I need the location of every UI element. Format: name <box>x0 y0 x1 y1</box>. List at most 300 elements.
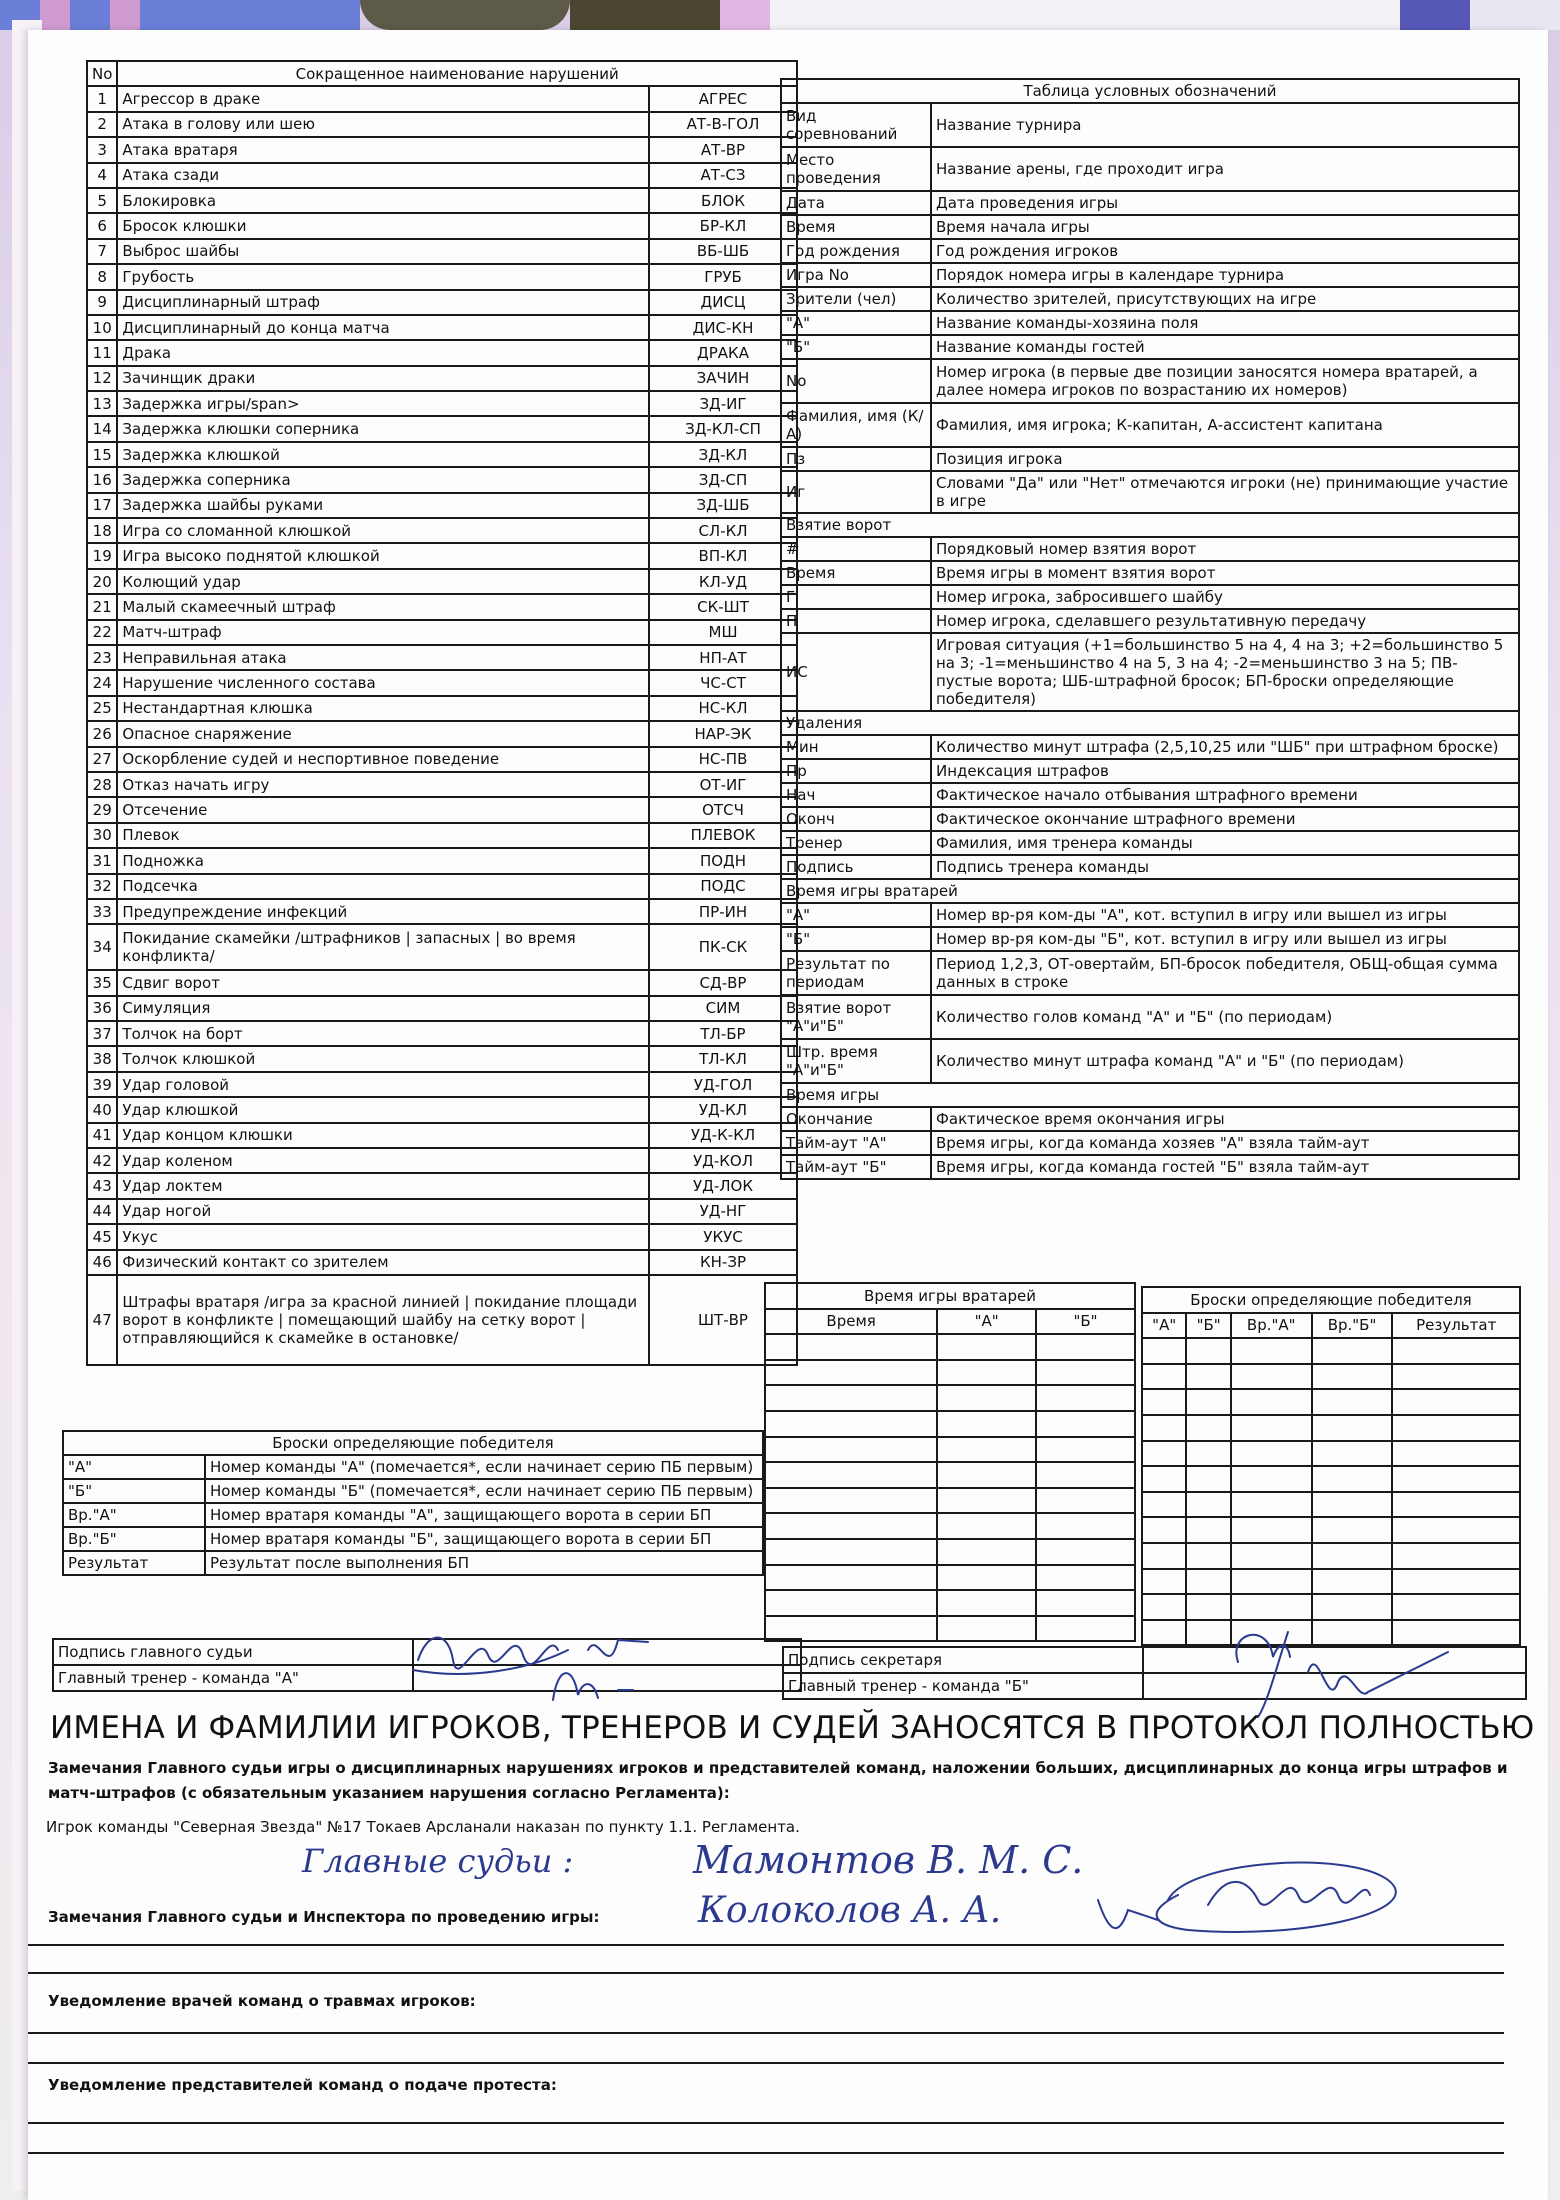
violation-number: 26 <box>87 721 117 746</box>
violation-number: 13 <box>87 391 117 416</box>
shootout-row <box>1142 1389 1520 1415</box>
shootout-cell[interactable] <box>1142 1441 1186 1467</box>
legend-title: Таблица условных обозначений <box>781 79 1519 103</box>
legend-key: Пз <box>781 447 931 471</box>
shootout-cell[interactable] <box>1231 1569 1312 1595</box>
shootout-cell[interactable] <box>1142 1389 1186 1415</box>
violation-number: 10 <box>87 315 117 340</box>
violation-number: 17 <box>87 493 117 518</box>
legend-value: Количество минут штрафа команд "А" и "Б" (по периодам) <box>931 1039 1519 1083</box>
shootout-cell[interactable] <box>1142 1569 1186 1595</box>
violation-name: Отказ начать игру <box>117 772 649 797</box>
legend-row <box>781 263 1519 287</box>
violation-number: 2 <box>87 112 117 137</box>
shootout-cell[interactable] <box>1312 1517 1393 1543</box>
violation-row <box>87 163 797 188</box>
shootout-row <box>1142 1543 1520 1569</box>
shootout-cell[interactable] <box>1231 1338 1312 1364</box>
legend-row <box>781 447 1519 471</box>
legend-key: Место проведения <box>781 147 931 191</box>
goalie-time-cell[interactable] <box>1036 1488 1135 1514</box>
shootout-cell[interactable] <box>1142 1620 1186 1646</box>
violation-row <box>87 366 797 391</box>
violation-name: Дисциплинарный до конца матча <box>117 315 649 340</box>
violation-number: 44 <box>87 1199 117 1224</box>
goalie-time-cell[interactable] <box>765 1437 937 1463</box>
violation-name: Предупреждение инфекций <box>117 899 649 924</box>
violation-code: СИМ <box>649 996 797 1021</box>
violation-number: 29 <box>87 797 117 822</box>
shootout-cell[interactable] <box>1186 1338 1230 1364</box>
violation-number: 38 <box>87 1046 117 1071</box>
legend-key: Подпись <box>781 855 931 879</box>
shootout-legend-value: Номер команды "А" (помечается*, если начинает серию ПБ первым) <box>205 1455 763 1479</box>
violation-row <box>87 645 797 670</box>
shootout-cell[interactable] <box>1231 1492 1312 1518</box>
violation-row <box>87 1148 797 1173</box>
legend-value: Фамилия, имя игрока; К-капитан, А-ассистент капитана <box>931 403 1519 447</box>
goalie-time-cell[interactable] <box>1036 1539 1135 1565</box>
violation-name: Задержка шайбы руками <box>117 493 649 518</box>
shootout-cell[interactable] <box>1142 1492 1186 1518</box>
legend-value: Количество голов команд "А" и "Б" (по периодам) <box>931 995 1519 1039</box>
goalie-time-cell[interactable] <box>937 1437 1036 1463</box>
violation-code: ПР-ИН <box>649 899 797 924</box>
violation-name: Укус <box>117 1224 649 1249</box>
violation-code: ДИСЦ <box>649 290 797 315</box>
goalie-time-cell[interactable] <box>765 1411 937 1437</box>
handwritten-referees-label: Главные судьи : <box>302 1842 574 1880</box>
col-header-name: Сокращенное наименование нарушений <box>117 61 797 86</box>
legend-value: Индексация штрафов <box>931 759 1519 783</box>
shootout-cell[interactable] <box>1312 1415 1393 1441</box>
shootout-cell[interactable] <box>1186 1415 1230 1441</box>
goalie-time-cell[interactable] <box>937 1360 1036 1386</box>
goalie-time-title: Время игры вратарей <box>765 1283 1135 1309</box>
goalie-time-row <box>765 1616 1135 1642</box>
violation-code: ЗД-КЛ-СП <box>649 416 797 441</box>
legend-section-row <box>781 1083 1519 1107</box>
violation-code: ЗД-ШБ <box>649 493 797 518</box>
violation-code: КН-ЗР <box>649 1250 797 1275</box>
violation-name: Задержка клюшки соперника <box>117 416 649 441</box>
legend-row <box>781 287 1519 311</box>
violation-row <box>87 391 797 416</box>
injuries-line-1[interactable] <box>28 2032 1504 2034</box>
shootout-cell[interactable] <box>1186 1441 1230 1467</box>
legend-row <box>781 471 1519 513</box>
legend-row <box>781 951 1519 995</box>
violation-row <box>87 721 797 746</box>
goalie-time-cell[interactable] <box>765 1385 937 1411</box>
referees-signature <box>1148 1850 1448 1950</box>
violation-number: 3 <box>87 137 117 162</box>
shootout-cell[interactable] <box>1142 1364 1186 1390</box>
goalie-time-table <box>764 1282 1136 1642</box>
violation-code: УД-ГОЛ <box>649 1072 797 1097</box>
legend-value: Позиция игрока <box>931 447 1519 471</box>
violation-row <box>87 670 797 695</box>
shootout-cell[interactable] <box>1186 1364 1230 1390</box>
shootout-row <box>1142 1466 1520 1492</box>
violation-number: 8 <box>87 264 117 289</box>
violation-row <box>87 543 797 568</box>
violation-row <box>87 442 797 467</box>
legend-section-title: Время игры <box>781 1083 1519 1107</box>
violation-code: ВБ-ШБ <box>649 239 797 264</box>
violation-number: 4 <box>87 163 117 188</box>
handwritten-referee-name-2: Колоколов А. А. <box>698 1890 1002 1931</box>
shootout-cell[interactable] <box>1392 1569 1520 1595</box>
goalie-time-cell[interactable] <box>1036 1437 1135 1463</box>
violation-code: КЛ-УД <box>649 569 797 594</box>
violation-number: 34 <box>87 924 117 970</box>
goalie-time-cell[interactable] <box>937 1488 1036 1514</box>
legend-row <box>781 215 1519 239</box>
goalie-time-cell[interactable] <box>937 1334 1036 1360</box>
violation-code: УД-ЛОК <box>649 1173 797 1198</box>
goalie-time-cell[interactable] <box>937 1539 1036 1565</box>
col-header-no: No <box>87 61 117 86</box>
legend-value: Номер вр-ря ком-ды "Б", кот. вступил в игру или вышел из игры <box>931 927 1519 951</box>
violation-code: СД-ВР <box>649 970 797 995</box>
protest-line-1[interactable] <box>28 2122 1504 2124</box>
shootout-cell[interactable] <box>1142 1543 1186 1569</box>
violation-row <box>87 899 797 924</box>
legend-value: Порядок номера игры в календаре турнира <box>931 263 1519 287</box>
violation-name: Задержка соперника <box>117 467 649 492</box>
shootout-cell[interactable] <box>1186 1620 1230 1646</box>
violation-name: Задержка клюшкой <box>117 442 649 467</box>
shootout-cell[interactable] <box>1231 1594 1312 1620</box>
goalie-time-cell[interactable] <box>1036 1462 1135 1488</box>
legend-key: Взятие ворот "А"и"Б" <box>781 995 931 1039</box>
shootout-cell[interactable] <box>1142 1338 1186 1364</box>
shootout-cell[interactable] <box>1312 1569 1393 1595</box>
shootout-legend-row <box>63 1551 763 1575</box>
shootout-legend-value: Номер вратаря команды "Б", защищающего ворота в серии БП <box>205 1527 763 1551</box>
goalie-time-cell[interactable] <box>1036 1385 1135 1411</box>
violation-row <box>87 970 797 995</box>
legend-key: ИС <box>781 633 931 711</box>
legend-row <box>781 191 1519 215</box>
shootout-cell[interactable] <box>1312 1338 1393 1364</box>
shootout-cell[interactable] <box>1392 1441 1520 1467</box>
legend-section-title: Взятие ворот <box>781 513 1519 537</box>
shootout-cell[interactable] <box>1142 1594 1186 1620</box>
violation-number: 36 <box>87 996 117 1021</box>
shootout-cell[interactable] <box>1392 1594 1520 1620</box>
legend-value: Год рождения игроков <box>931 239 1519 263</box>
protest-line-2[interactable] <box>28 2152 1504 2154</box>
violation-name: Нарушение численного состава <box>117 670 649 695</box>
shootout-cell[interactable] <box>1312 1441 1393 1467</box>
shootout-cell[interactable] <box>1392 1364 1520 1390</box>
violation-number: 12 <box>87 366 117 391</box>
violation-number: 32 <box>87 874 117 899</box>
shootout-cell[interactable] <box>1312 1466 1393 1492</box>
violation-name: Опасное снаряжение <box>117 721 649 746</box>
shootout-legend-key: Вр."А" <box>63 1503 205 1527</box>
legend-row <box>781 807 1519 831</box>
violation-name: Штрафы вратаря /игра за красной линией | покидание площади ворот в конфликте | помещающий шайбу на сетку ворот |отправляющийся к скамейке в остановке/ <box>117 1275 649 1365</box>
goalie-time-cell[interactable] <box>1036 1334 1135 1360</box>
violation-code: БР-КЛ <box>649 213 797 238</box>
violation-number: 46 <box>87 1250 117 1275</box>
violation-row <box>87 239 797 264</box>
violation-code: УД-КОЛ <box>649 1148 797 1173</box>
shootout-legend-key: "Б" <box>63 1479 205 1503</box>
shootout-cell[interactable] <box>1231 1389 1312 1415</box>
violation-name: Блокировка <box>117 188 649 213</box>
goalie-time-cell[interactable] <box>765 1590 937 1616</box>
goalie-time-cell[interactable] <box>765 1488 937 1514</box>
violation-code: ДРАКА <box>649 340 797 365</box>
violation-row <box>87 86 797 111</box>
shootout-table <box>1141 1286 1521 1646</box>
legend-row <box>781 609 1519 633</box>
violation-row <box>87 1224 797 1249</box>
shootout-col-header: "Б" <box>1186 1313 1230 1339</box>
violation-number: 28 <box>87 772 117 797</box>
shootout-legend-table <box>62 1430 764 1576</box>
shootout-cell[interactable] <box>1231 1441 1312 1467</box>
violation-name: Неправильная атака <box>117 645 649 670</box>
disciplinary-remarks-text[interactable]: Игрок команды "Северная Звезда" №17 Токаев Арсланали наказан по пункту 1.1. Регламента. <box>46 1818 800 1836</box>
violation-code: НАР-ЭК <box>649 721 797 746</box>
shootout-cell[interactable] <box>1231 1466 1312 1492</box>
legend-section-title: Время игры вратарей <box>781 879 1519 903</box>
violation-number: 15 <box>87 442 117 467</box>
violation-row <box>87 747 797 772</box>
shootout-cell[interactable] <box>1186 1466 1230 1492</box>
goalie-time-cell[interactable] <box>765 1565 937 1591</box>
violation-code: ЗД-ИГ <box>649 391 797 416</box>
violation-row <box>87 112 797 137</box>
violation-number: 47 <box>87 1275 117 1365</box>
violation-code: УКУС <box>649 1224 797 1249</box>
goalie-time-cell[interactable] <box>1036 1565 1135 1591</box>
legend-value: Порядковый номер взятия ворот <box>931 537 1519 561</box>
shootout-legend-row <box>63 1527 763 1551</box>
injuries-title: Уведомление врачей команд о травмах игроков: <box>48 1992 476 2010</box>
shootout-cell[interactable] <box>1142 1466 1186 1492</box>
legend-value: Название команды гостей <box>931 335 1519 359</box>
violation-number: 45 <box>87 1224 117 1249</box>
violation-number: 22 <box>87 620 117 645</box>
legend-key: Тайм-аут "А" <box>781 1131 931 1155</box>
goalie-time-cell[interactable] <box>765 1334 937 1360</box>
violation-code: ОТСЧ <box>649 797 797 822</box>
shootout-legend-key: "А" <box>63 1455 205 1479</box>
legend-row <box>781 759 1519 783</box>
shootout-row <box>1142 1338 1520 1364</box>
shootout-row <box>1142 1441 1520 1467</box>
shootout-cell[interactable] <box>1186 1543 1230 1569</box>
goalie-time-row <box>765 1539 1135 1565</box>
violation-row <box>87 1021 797 1046</box>
goalie-time-cell[interactable] <box>937 1565 1036 1591</box>
violation-number: 39 <box>87 1072 117 1097</box>
violation-code: ШТ-ВР <box>649 1275 797 1365</box>
coach-a-signature-label: Главный тренер - команда "А" <box>53 1665 413 1691</box>
legend-value: Номер игрока, сделавшего результативную передачу <box>931 609 1519 633</box>
goalie-time-row <box>765 1565 1135 1591</box>
violation-name: Грубость <box>117 264 649 289</box>
shootout-cell[interactable] <box>1186 1594 1230 1620</box>
violation-name: Нестандартная клюшка <box>117 696 649 721</box>
legend-row <box>781 735 1519 759</box>
shootout-row <box>1142 1415 1520 1441</box>
shootout-cell[interactable] <box>1186 1517 1230 1543</box>
shootout-cell[interactable] <box>1312 1364 1393 1390</box>
legend-value: Игровая ситуация (+1=большинство 5 на 4, 4 на 3; +2=большинство 5 на 3; -1=меньшинство 4 на 5, 3 на 4; -2=меньшинство 3 на 5; ПВ- пустые ворота; ШБ-штрафной бросок; БП-броски определяющие победителя) <box>931 633 1519 711</box>
violation-row <box>87 290 797 315</box>
shootout-cell[interactable] <box>1186 1492 1230 1518</box>
shootout-legend-value: Номер вратаря команды "А", защищающего ворота в серии БП <box>205 1503 763 1527</box>
shootout-cell[interactable] <box>1312 1492 1393 1518</box>
violation-row <box>87 924 797 970</box>
shootout-cell[interactable] <box>1142 1517 1186 1543</box>
violation-number: 27 <box>87 747 117 772</box>
violation-number: 41 <box>87 1123 117 1148</box>
violation-code: ГРУБ <box>649 264 797 289</box>
legend-row <box>781 585 1519 609</box>
background-photo-edge <box>0 0 1560 30</box>
goalie-time-cell[interactable] <box>765 1360 937 1386</box>
goalie-time-cell[interactable] <box>937 1590 1036 1616</box>
full-names-notice: ИМЕНА И ФАМИЛИИ ИГРОКОВ, ТРЕНЕРОВ И СУДЕЙ ЗАНОСЯТСЯ В ПРОТОКОЛ ПОЛНОСТЬЮ <box>50 1710 1535 1746</box>
legend-key: "Б" <box>781 927 931 951</box>
goalie-time-cell[interactable] <box>1036 1616 1135 1642</box>
shootout-cell[interactable] <box>1392 1338 1520 1364</box>
goalie-time-row <box>765 1462 1135 1488</box>
legend-value: Фамилия, имя тренера команды <box>931 831 1519 855</box>
goalie-time-row <box>765 1385 1135 1411</box>
shootout-cell[interactable] <box>1392 1543 1520 1569</box>
violation-number: 16 <box>87 467 117 492</box>
legend-row <box>781 561 1519 585</box>
goalie-time-cell[interactable] <box>937 1616 1036 1642</box>
disciplinary-remarks-title: Замечания Главного судьи игры о дисциплинарных нарушениях игроков и представителей команд, наложении больших, дисциплинарных до конца игры штрафов и матч-штрафов (с обязательным указанием нарушения согласно Регламента): <box>48 1759 1508 1802</box>
shootout-cell[interactable] <box>1392 1517 1520 1543</box>
violation-code: ТЛ-БР <box>649 1021 797 1046</box>
shootout-cell[interactable] <box>1312 1594 1393 1620</box>
violation-name: Драка <box>117 340 649 365</box>
goalie-time-cell[interactable] <box>1036 1513 1135 1539</box>
shootout-col-header: "А" <box>1142 1313 1186 1339</box>
injuries-line-2[interactable] <box>28 2062 1504 2064</box>
violation-number: 25 <box>87 696 117 721</box>
shootout-title: Броски определяющие победителя <box>1142 1287 1520 1313</box>
violation-code: ДИС-КН <box>649 315 797 340</box>
shootout-row <box>1142 1594 1520 1620</box>
shootout-cell[interactable] <box>1231 1517 1312 1543</box>
violation-code: ПЛЕВОК <box>649 823 797 848</box>
violation-code: ЗД-КЛ <box>649 442 797 467</box>
violation-code: ВП-КЛ <box>649 543 797 568</box>
violation-row <box>87 797 797 822</box>
goalie-time-cell[interactable] <box>937 1462 1036 1488</box>
goalie-time-cell[interactable] <box>765 1513 937 1539</box>
shootout-cell[interactable] <box>1186 1389 1230 1415</box>
goalie-time-cell[interactable] <box>765 1462 937 1488</box>
shootout-cell[interactable] <box>1392 1415 1520 1441</box>
violation-code: ЗАЧИН <box>649 366 797 391</box>
goalie-time-cell[interactable] <box>1036 1590 1135 1616</box>
legend-key: Штр. время "А"и"Б" <box>781 1039 931 1083</box>
shootout-cell[interactable] <box>1231 1364 1312 1390</box>
goalie-time-cell[interactable] <box>765 1539 937 1565</box>
violation-name: Толчок на борт <box>117 1021 649 1046</box>
legend-row <box>781 1107 1519 1131</box>
violation-row <box>87 569 797 594</box>
shootout-cell[interactable] <box>1392 1466 1520 1492</box>
goalie-time-col-header: "А" <box>937 1309 1036 1335</box>
goalie-time-cell[interactable] <box>1036 1411 1135 1437</box>
legend-value: Название арены, где проходит игра <box>931 147 1519 191</box>
goalie-time-cell[interactable] <box>1036 1360 1135 1386</box>
legend-key: Мин <box>781 735 931 759</box>
violation-number: 6 <box>87 213 117 238</box>
shootout-cell[interactable] <box>1231 1543 1312 1569</box>
shootout-cell[interactable] <box>1392 1492 1520 1518</box>
shootout-cell[interactable] <box>1231 1415 1312 1441</box>
shootout-cell[interactable] <box>1392 1389 1520 1415</box>
shootout-cell[interactable] <box>1312 1389 1393 1415</box>
legend-value: Словами "Да" или "Нет" отмечаются игроки (не) принимающие участие в игре <box>931 471 1519 513</box>
shootout-cell[interactable] <box>1312 1543 1393 1569</box>
legend-row <box>781 103 1519 147</box>
violation-row <box>87 340 797 365</box>
violation-name: Покидание скамейки /штрафников | запасных | во время конфликта/ <box>117 924 649 970</box>
violation-row <box>87 594 797 619</box>
violation-row <box>87 188 797 213</box>
violation-row <box>87 772 797 797</box>
shootout-cell[interactable] <box>1186 1569 1230 1595</box>
legend-value: Время игры, когда команда гостей "Б" взяла тайм-аут <box>931 1155 1519 1179</box>
violation-name: Удар концом клюшки <box>117 1123 649 1148</box>
legend-key: Игра No <box>781 263 931 287</box>
legend-key: Тренер <box>781 831 931 855</box>
shootout-cell[interactable] <box>1142 1415 1186 1441</box>
legend-value: Время игры в момент взятия ворот <box>931 561 1519 585</box>
violation-code: АТ-СЗ <box>649 163 797 188</box>
goalie-time-cell[interactable] <box>937 1513 1036 1539</box>
goalie-time-row <box>765 1437 1135 1463</box>
legend-value: Номер вр-ря ком-ды "А", кот. вступил в игру или вышел из игры <box>931 903 1519 927</box>
violation-name: Симуляция <box>117 996 649 1021</box>
conduct-line-1[interactable] <box>28 1944 1504 1946</box>
goalie-time-row <box>765 1411 1135 1437</box>
violation-name: Атака в голову или шею <box>117 112 649 137</box>
legend-row <box>781 1039 1519 1083</box>
legend-key: Время <box>781 215 931 239</box>
secretary-signature-label: Подпись секретаря <box>783 1647 1143 1673</box>
shootout-row <box>1142 1517 1520 1543</box>
violation-number: 20 <box>87 569 117 594</box>
goalie-time-cell[interactable] <box>937 1385 1036 1411</box>
legend-value: Название турнира <box>931 103 1519 147</box>
violation-row <box>87 518 797 543</box>
conduct-line-2[interactable] <box>28 1972 1504 1974</box>
violation-number: 24 <box>87 670 117 695</box>
violation-code: НС-ПВ <box>649 747 797 772</box>
violation-name: Толчок клюшкой <box>117 1046 649 1071</box>
violation-number: 14 <box>87 416 117 441</box>
goalie-time-cell[interactable] <box>937 1411 1036 1437</box>
legend-key: "А" <box>781 311 931 335</box>
